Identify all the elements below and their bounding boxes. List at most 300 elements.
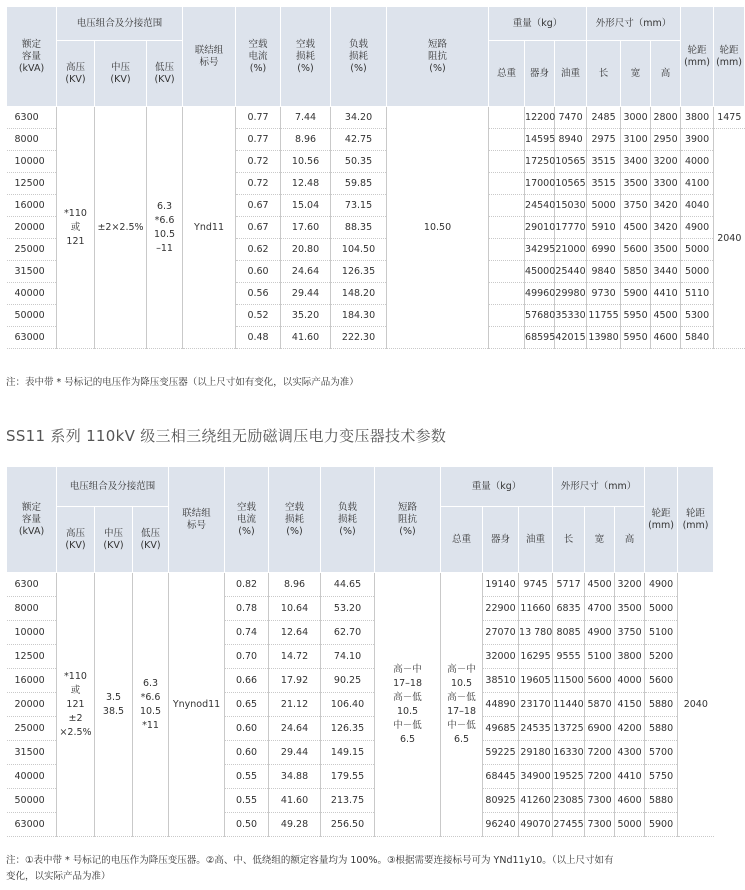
body-weight-cell: 57680 bbox=[525, 305, 555, 327]
total-weight-cell bbox=[489, 305, 525, 327]
impedance-merged-cell bbox=[387, 107, 489, 349]
header-oil-weight: 油重 bbox=[555, 41, 587, 107]
load-loss-cell: 148.20 bbox=[331, 283, 387, 305]
merged-cell-text: 6.3 *6.6 10.5 –11 bbox=[153, 200, 176, 254]
header-hv: 高压 (KV) bbox=[57, 507, 95, 573]
noload-current-cell: 0.66 bbox=[225, 669, 269, 693]
noload-current-cell: 0.65 bbox=[225, 693, 269, 717]
total-weight-cell bbox=[489, 327, 525, 349]
vector-merged-cell bbox=[169, 573, 225, 837]
gauge-cell: 5000 bbox=[681, 261, 714, 283]
noload-loss-cell: 29.44 bbox=[269, 741, 321, 765]
header-body-weight: 器身 bbox=[483, 507, 519, 573]
noload-current-cell: 0.74 bbox=[225, 621, 269, 645]
capacity-cell: 31500 bbox=[7, 741, 57, 765]
noload-loss-cell: 15.04 bbox=[281, 195, 331, 217]
lv-merged-cell bbox=[133, 573, 169, 837]
gauge-cell: 5600 bbox=[645, 669, 678, 693]
gauge-cell: 4100 bbox=[681, 173, 714, 195]
noload-current-cell: 0.82 bbox=[225, 573, 269, 597]
merged-cell-text: *110 或 121 bbox=[64, 207, 87, 247]
merged-cell-text: ±2×2.5% bbox=[97, 221, 144, 233]
merged-cell-text: 高－中 17–18 高－低 10.5 中－低 6.5 bbox=[393, 663, 422, 745]
gauge-cell: 4900 bbox=[681, 217, 714, 239]
header-capacity: 额定 容量 (kVA) bbox=[7, 467, 57, 573]
table-2-title: SS11 系列 110kV 级三相三绕组无励磁调压电力变压器技术参数 bbox=[6, 427, 447, 445]
oil-weight-cell: 29980 bbox=[555, 283, 587, 305]
capacity-cell: 25000 bbox=[7, 717, 57, 741]
width-cell: 7200 bbox=[585, 741, 615, 765]
noload-current-cell: 0.55 bbox=[225, 765, 269, 789]
capacity-cell: 31500 bbox=[7, 261, 57, 283]
header-voltage-group: 电压组合及分接范围 bbox=[57, 467, 169, 507]
mv-merged-cell bbox=[95, 573, 133, 837]
noload-current-cell: 0.55 bbox=[225, 789, 269, 813]
oil-weight-cell: 11660 bbox=[519, 597, 553, 621]
noload-current-cell: 0.72 bbox=[236, 173, 281, 195]
table-row bbox=[7, 573, 714, 597]
total-weight-cell bbox=[489, 107, 525, 129]
gauge-cell: 5880 bbox=[645, 789, 678, 813]
merged-cell-text: 2040 bbox=[683, 698, 708, 710]
height-cell: 2950 bbox=[651, 129, 681, 151]
header-voltage-group: 电压组合及分接范围 bbox=[57, 7, 183, 41]
capacity-cell: 50000 bbox=[7, 305, 57, 327]
noload-loss-cell: 17.60 bbox=[281, 217, 331, 239]
header-body-weight: 器身 bbox=[525, 41, 555, 107]
width-cell: 3100 bbox=[621, 129, 651, 151]
noload-current-cell: 0.67 bbox=[236, 217, 281, 239]
merged-cell-text: 6.3 *6.6 10.5 *11 bbox=[139, 677, 162, 731]
oil-weight-cell: 7470 bbox=[555, 107, 587, 129]
oil-weight-cell: 9745 bbox=[519, 573, 553, 597]
header-lv: 低压 (KV) bbox=[147, 41, 183, 107]
noload-loss-cell: 8.96 bbox=[281, 129, 331, 151]
noload-current-cell: 0.60 bbox=[236, 261, 281, 283]
total-weight-cell bbox=[489, 195, 525, 217]
hv-merged-cell bbox=[57, 573, 95, 837]
noload-current-cell: 0.72 bbox=[236, 151, 281, 173]
width-cell: 5600 bbox=[621, 239, 651, 261]
gauge-2-merged-cell bbox=[714, 129, 745, 349]
length-cell: 13980 bbox=[587, 327, 621, 349]
load-loss-cell: 256.50 bbox=[321, 813, 375, 837]
oil-weight-cell: 16295 bbox=[519, 645, 553, 669]
oil-weight-cell: 8940 bbox=[555, 129, 587, 151]
table-2-note-line-2: 变化，以实际产品为准） bbox=[6, 871, 111, 882]
merged-cell-text: 10.50 bbox=[423, 221, 452, 233]
length-cell: 23085 bbox=[553, 789, 585, 813]
gauge-cell: 4000 bbox=[681, 151, 714, 173]
header-mv: 中压 (KV) bbox=[95, 507, 133, 573]
body-weight-cell: 59225 bbox=[483, 741, 519, 765]
width-cell: 5850 bbox=[621, 261, 651, 283]
load-loss-cell: 106.40 bbox=[321, 693, 375, 717]
gauge-cell: 5840 bbox=[681, 327, 714, 349]
header-noload-loss: 空载 损耗 (%) bbox=[281, 7, 331, 107]
load-loss-cell: 62.70 bbox=[321, 621, 375, 645]
load-loss-cell: 90.25 bbox=[321, 669, 375, 693]
noload-loss-cell: 14.72 bbox=[269, 645, 321, 669]
load-loss-cell: 104.50 bbox=[331, 239, 387, 261]
load-loss-cell: 73.15 bbox=[331, 195, 387, 217]
header-width: 宽 bbox=[585, 507, 615, 573]
noload-current-cell: 0.50 bbox=[225, 813, 269, 837]
capacity-cell: 20000 bbox=[7, 693, 57, 717]
body-weight-cell: 27070 bbox=[483, 621, 519, 645]
load-loss-cell: 184.30 bbox=[331, 305, 387, 327]
width-cell: 5900 bbox=[621, 283, 651, 305]
total-weight-cell bbox=[489, 173, 525, 195]
noload-loss-cell: 21.12 bbox=[269, 693, 321, 717]
body-weight-cell: 45000 bbox=[525, 261, 555, 283]
capacity-cell: 16000 bbox=[7, 195, 57, 217]
body-weight-cell: 49960 bbox=[525, 283, 555, 305]
body-weight-cell: 24540 bbox=[525, 195, 555, 217]
merged-cell-text: Ynynod11 bbox=[172, 698, 221, 710]
total-weight-merged-cell bbox=[441, 573, 483, 837]
oil-weight-cell: 35330 bbox=[555, 305, 587, 327]
header-lv: 低压 (KV) bbox=[133, 507, 169, 573]
total-weight-cell bbox=[489, 129, 525, 151]
load-loss-cell: 53.20 bbox=[321, 597, 375, 621]
table-row bbox=[7, 107, 745, 129]
length-cell: 6990 bbox=[587, 239, 621, 261]
body-weight-cell: 17000 bbox=[525, 173, 555, 195]
header-vector-group: 联结组 标号 bbox=[169, 467, 225, 573]
load-loss-cell: 222.30 bbox=[331, 327, 387, 349]
gauge-cell: 5900 bbox=[645, 813, 678, 837]
noload-loss-cell: 8.96 bbox=[269, 573, 321, 597]
impedance-merged-cell bbox=[375, 573, 441, 837]
total-weight-cell bbox=[489, 239, 525, 261]
body-weight-cell: 22900 bbox=[483, 597, 519, 621]
header-impedance: 短路 阻抗 (%) bbox=[387, 7, 489, 107]
noload-loss-cell: 34.88 bbox=[269, 765, 321, 789]
header-noload-loss: 空载 损耗 (%) bbox=[269, 467, 321, 573]
height-cell: 4410 bbox=[615, 765, 645, 789]
length-cell: 8085 bbox=[553, 621, 585, 645]
header-oil-weight: 油重 bbox=[519, 507, 553, 573]
oil-weight-cell: 17770 bbox=[555, 217, 587, 239]
width-cell: 3750 bbox=[621, 195, 651, 217]
oil-weight-cell: 49070 bbox=[519, 813, 553, 837]
body-weight-cell: 38510 bbox=[483, 669, 519, 693]
load-loss-cell: 126.35 bbox=[321, 717, 375, 741]
oil-weight-cell: 29180 bbox=[519, 741, 553, 765]
load-loss-cell: 59.85 bbox=[331, 173, 387, 195]
height-cell: 4500 bbox=[651, 305, 681, 327]
oil-weight-cell: 24535 bbox=[519, 717, 553, 741]
header-gauge-2: 轮距 (mm) bbox=[714, 7, 745, 107]
load-loss-cell: 126.35 bbox=[331, 261, 387, 283]
header-height: 高 bbox=[615, 507, 645, 573]
oil-weight-cell: 10565 bbox=[555, 173, 587, 195]
height-cell: 4300 bbox=[615, 741, 645, 765]
noload-current-cell: 0.60 bbox=[225, 717, 269, 741]
height-cell: 5000 bbox=[615, 813, 645, 837]
parameter-table-2 bbox=[6, 466, 714, 837]
height-cell: 4600 bbox=[651, 327, 681, 349]
capacity-cell: 8000 bbox=[7, 597, 57, 621]
header-total-weight: 总重 bbox=[441, 507, 483, 573]
length-cell: 9730 bbox=[587, 283, 621, 305]
load-loss-cell: 50.35 bbox=[331, 151, 387, 173]
body-weight-cell: 32000 bbox=[483, 645, 519, 669]
length-cell: 2485 bbox=[587, 107, 621, 129]
noload-current-cell: 0.70 bbox=[225, 645, 269, 669]
gauge-cell: 5700 bbox=[645, 741, 678, 765]
height-cell: 3420 bbox=[651, 217, 681, 239]
header-gauge-2: 轮距 (mm) bbox=[678, 467, 714, 573]
body-weight-cell: 49685 bbox=[483, 717, 519, 741]
gauge-cell: 5110 bbox=[681, 283, 714, 305]
width-cell: 4500 bbox=[585, 573, 615, 597]
mv-merged-cell bbox=[95, 107, 147, 349]
body-weight-cell: 34295 bbox=[525, 239, 555, 261]
body-weight-cell: 17250 bbox=[525, 151, 555, 173]
header-height: 高 bbox=[651, 41, 681, 107]
header-gauge: 轮距 (mm) bbox=[681, 7, 714, 107]
header-gauge: 轮距 (mm) bbox=[645, 467, 678, 573]
gauge-cell: 5200 bbox=[645, 645, 678, 669]
body-weight-cell: 68445 bbox=[483, 765, 519, 789]
capacity-cell: 50000 bbox=[7, 789, 57, 813]
table-2-body bbox=[7, 573, 714, 837]
oil-weight-cell: 21000 bbox=[555, 239, 587, 261]
height-cell: 3200 bbox=[651, 151, 681, 173]
header-width: 宽 bbox=[621, 41, 651, 107]
gauge-cell: 4900 bbox=[645, 573, 678, 597]
length-cell: 9555 bbox=[553, 645, 585, 669]
merged-cell-text: 高－中 10.5 高－低 17–18 中－低 6.5 bbox=[447, 663, 476, 745]
length-cell: 2975 bbox=[587, 129, 621, 151]
width-cell: 5950 bbox=[621, 327, 651, 349]
header-mv: 中压 (KV) bbox=[95, 41, 147, 107]
length-cell: 5717 bbox=[553, 573, 585, 597]
total-weight-cell bbox=[489, 151, 525, 173]
noload-current-cell: 0.67 bbox=[236, 195, 281, 217]
height-cell: 4410 bbox=[651, 283, 681, 305]
capacity-cell: 20000 bbox=[7, 217, 57, 239]
header-hv: 高压 (KV) bbox=[57, 41, 95, 107]
header-length: 长 bbox=[587, 41, 621, 107]
capacity-cell: 40000 bbox=[7, 283, 57, 305]
header-weight-group: 重量（kg） bbox=[441, 467, 553, 507]
height-cell: 3750 bbox=[615, 621, 645, 645]
oil-weight-cell: 34900 bbox=[519, 765, 553, 789]
length-cell: 9840 bbox=[587, 261, 621, 283]
noload-loss-cell: 12.48 bbox=[281, 173, 331, 195]
gauge-cell: 5880 bbox=[645, 717, 678, 741]
header-dimension-group: 外形尺寸（mm） bbox=[553, 467, 645, 507]
vector-merged-cell bbox=[183, 107, 236, 349]
merged-cell-text: Ynd11 bbox=[194, 221, 224, 233]
width-cell: 4500 bbox=[621, 217, 651, 239]
noload-loss-cell: 24.64 bbox=[269, 717, 321, 741]
length-cell: 11500 bbox=[553, 669, 585, 693]
noload-loss-cell: 41.60 bbox=[269, 789, 321, 813]
total-weight-cell bbox=[489, 261, 525, 283]
capacity-cell: 16000 bbox=[7, 669, 57, 693]
capacity-cell: 12500 bbox=[7, 645, 57, 669]
header-capacity: 额定 容量 (kVA) bbox=[7, 7, 57, 107]
merged-cell-text: 2040 bbox=[717, 232, 742, 244]
body-weight-cell: 68595 bbox=[525, 327, 555, 349]
width-cell: 7300 bbox=[585, 813, 615, 837]
hv-merged-cell bbox=[57, 107, 95, 349]
width-cell: 3000 bbox=[621, 107, 651, 129]
length-cell: 16330 bbox=[553, 741, 585, 765]
noload-current-cell: 0.62 bbox=[236, 239, 281, 261]
width-cell: 5870 bbox=[585, 693, 615, 717]
header-impedance: 短路 阻抗 (%) bbox=[375, 467, 441, 573]
capacity-cell: 10000 bbox=[7, 151, 57, 173]
header-load-loss: 负载 损耗 (%) bbox=[331, 7, 387, 107]
height-cell: 2800 bbox=[651, 107, 681, 129]
height-cell: 3500 bbox=[651, 239, 681, 261]
oil-weight-cell: 42015 bbox=[555, 327, 587, 349]
noload-loss-cell: 10.56 bbox=[281, 151, 331, 173]
body-weight-cell: 19140 bbox=[483, 573, 519, 597]
load-loss-cell: 213.75 bbox=[321, 789, 375, 813]
noload-loss-cell: 24.64 bbox=[281, 261, 331, 283]
table-2-note-line-1: 注：①表中带 * 号标记的电压作为降压变压器。②高、中、低绕组的额定容量均为 100%。③根据需要连接标号可为 YNd11y10。（以上尺寸如有 bbox=[6, 855, 614, 866]
noload-loss-cell: 41.60 bbox=[281, 327, 331, 349]
length-cell: 6835 bbox=[553, 597, 585, 621]
capacity-cell: 10000 bbox=[7, 621, 57, 645]
body-weight-cell: 14595 bbox=[525, 129, 555, 151]
load-loss-cell: 42.75 bbox=[331, 129, 387, 151]
table-1-body bbox=[7, 107, 745, 349]
capacity-cell: 6300 bbox=[7, 573, 57, 597]
width-cell: 5600 bbox=[585, 669, 615, 693]
length-cell: 5910 bbox=[587, 217, 621, 239]
gauge-cell: 5750 bbox=[645, 765, 678, 789]
noload-current-cell: 0.48 bbox=[236, 327, 281, 349]
height-cell: 3420 bbox=[651, 195, 681, 217]
length-cell: 3515 bbox=[587, 173, 621, 195]
length-cell: 27455 bbox=[553, 813, 585, 837]
header-vector-group: 联结组 标号 bbox=[183, 7, 236, 107]
header-noload-current: 空载 电流 (%) bbox=[225, 467, 269, 573]
header-length: 长 bbox=[553, 507, 585, 573]
noload-loss-cell: 20.80 bbox=[281, 239, 331, 261]
noload-loss-cell: 35.20 bbox=[281, 305, 331, 327]
total-weight-cell bbox=[489, 283, 525, 305]
height-cell: 3440 bbox=[651, 261, 681, 283]
noload-loss-cell: 7.44 bbox=[281, 107, 331, 129]
load-loss-cell: 179.55 bbox=[321, 765, 375, 789]
oil-weight-cell: 15030 bbox=[555, 195, 587, 217]
length-cell: 5000 bbox=[587, 195, 621, 217]
oil-weight-cell: 41260 bbox=[519, 789, 553, 813]
noload-current-cell: 0.77 bbox=[236, 129, 281, 151]
height-cell: 3800 bbox=[615, 645, 645, 669]
oil-weight-cell: 19605 bbox=[519, 669, 553, 693]
height-cell: 4000 bbox=[615, 669, 645, 693]
noload-loss-cell: 17.92 bbox=[269, 669, 321, 693]
body-weight-cell: 44890 bbox=[483, 693, 519, 717]
noload-current-cell: 0.60 bbox=[225, 741, 269, 765]
width-cell: 4900 bbox=[585, 621, 615, 645]
capacity-cell: 6300 bbox=[7, 107, 57, 129]
noload-loss-cell: 10.64 bbox=[269, 597, 321, 621]
capacity-cell: 25000 bbox=[7, 239, 57, 261]
gauge-cell: 4040 bbox=[681, 195, 714, 217]
gauge-cell: 3900 bbox=[681, 129, 714, 151]
load-loss-cell: 74.10 bbox=[321, 645, 375, 669]
total-weight-cell bbox=[489, 217, 525, 239]
header-load-loss: 负载 损耗 (%) bbox=[321, 467, 375, 573]
merged-cell-text: *110 或 121 ±2 ×2.5% bbox=[59, 670, 92, 738]
lv-merged-cell bbox=[147, 107, 183, 349]
length-cell: 3515 bbox=[587, 151, 621, 173]
width-cell: 5100 bbox=[585, 645, 615, 669]
load-loss-cell: 34.20 bbox=[331, 107, 387, 129]
height-cell: 4600 bbox=[615, 789, 645, 813]
gauge-cell: 5000 bbox=[681, 239, 714, 261]
noload-current-cell: 0.77 bbox=[236, 107, 281, 129]
noload-current-cell: 0.56 bbox=[236, 283, 281, 305]
noload-current-cell: 0.78 bbox=[225, 597, 269, 621]
oil-weight-cell: 23170 bbox=[519, 693, 553, 717]
width-cell: 3500 bbox=[621, 173, 651, 195]
load-loss-cell: 149.15 bbox=[321, 741, 375, 765]
oil-weight-cell: 13 780 bbox=[519, 621, 553, 645]
capacity-cell: 63000 bbox=[7, 813, 57, 837]
header-dimension-group: 外形尺寸（mm） bbox=[587, 7, 681, 41]
noload-loss-cell: 29.44 bbox=[281, 283, 331, 305]
load-loss-cell: 88.35 bbox=[331, 217, 387, 239]
body-weight-cell: 96240 bbox=[483, 813, 519, 837]
height-cell: 3300 bbox=[651, 173, 681, 195]
width-cell: 7300 bbox=[585, 789, 615, 813]
width-cell: 3400 bbox=[621, 151, 651, 173]
header-noload-current: 空载 电流 (%) bbox=[236, 7, 281, 107]
width-cell: 5950 bbox=[621, 305, 651, 327]
table-1-note: 注：表中带 * 号标记的电压作为降压变压器（以上尺寸如有变化，以实际产品为准） bbox=[6, 377, 359, 388]
height-cell: 3500 bbox=[615, 597, 645, 621]
width-cell: 7200 bbox=[585, 765, 615, 789]
oil-weight-cell: 25440 bbox=[555, 261, 587, 283]
capacity-cell: 12500 bbox=[7, 173, 57, 195]
width-cell: 4700 bbox=[585, 597, 615, 621]
load-loss-cell: 44.65 bbox=[321, 573, 375, 597]
gauge-cell: 5000 bbox=[645, 597, 678, 621]
header-total-weight: 总重 bbox=[489, 41, 525, 107]
gauge-2-cell: 1475 bbox=[714, 107, 745, 129]
body-weight-cell: 29010 bbox=[525, 217, 555, 239]
noload-loss-cell: 49.28 bbox=[269, 813, 321, 837]
height-cell: 4200 bbox=[615, 717, 645, 741]
body-weight-cell: 12200 bbox=[525, 107, 555, 129]
body-weight-cell: 80925 bbox=[483, 789, 519, 813]
length-cell: 19525 bbox=[553, 765, 585, 789]
length-cell: 11440 bbox=[553, 693, 585, 717]
capacity-cell: 40000 bbox=[7, 765, 57, 789]
height-cell: 3200 bbox=[615, 573, 645, 597]
noload-loss-cell: 12.64 bbox=[269, 621, 321, 645]
merged-cell-text: 3.5 38.5 bbox=[102, 691, 125, 717]
parameter-table-1 bbox=[6, 6, 745, 349]
length-cell: 13725 bbox=[553, 717, 585, 741]
header-weight-group: 重量（kg） bbox=[489, 7, 587, 41]
gauge-cell: 3800 bbox=[681, 107, 714, 129]
length-cell: 11755 bbox=[587, 305, 621, 327]
gauge-cell: 5300 bbox=[681, 305, 714, 327]
noload-current-cell: 0.52 bbox=[236, 305, 281, 327]
